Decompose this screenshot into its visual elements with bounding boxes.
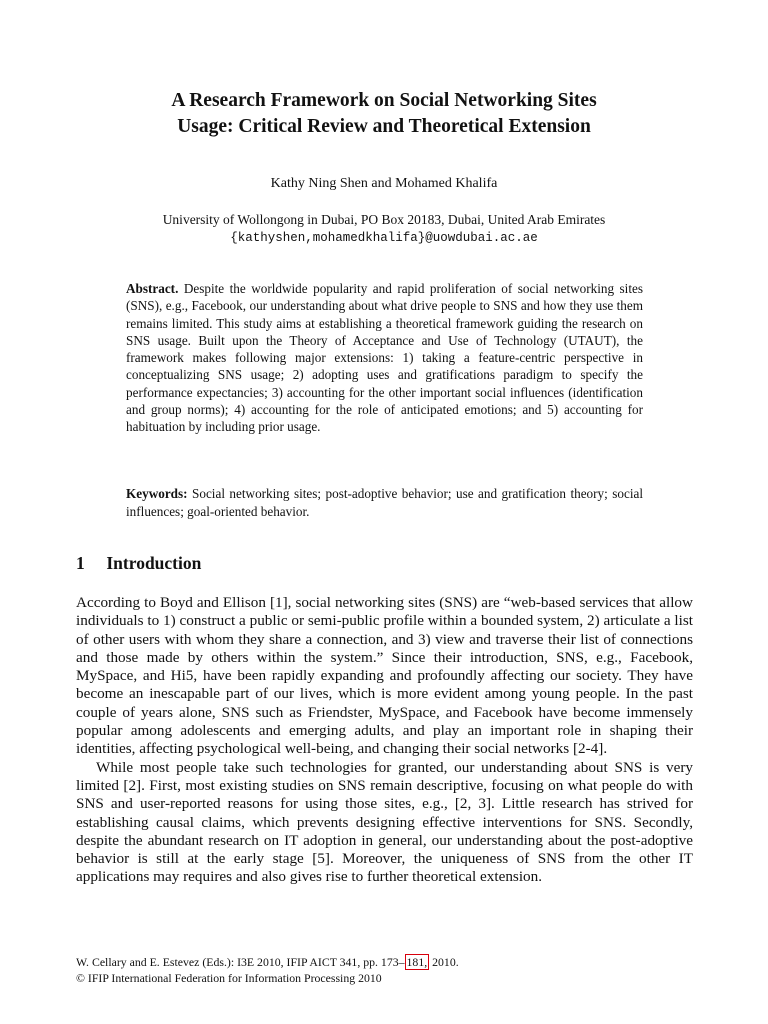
citation-suffix: 2010. bbox=[429, 955, 459, 969]
footer bbox=[76, 954, 459, 986]
abstract bbox=[126, 280, 643, 436]
abstract-label: Abstract. bbox=[126, 281, 179, 296]
keywords-text: Social networking sites; post-adoptive behavior; use and gratification theory; social influences; goal-oriented behavior. bbox=[126, 486, 644, 519]
keywords-label: Keywords: bbox=[126, 486, 188, 501]
title-line-2: Usage: Critical Review and Theoretical Extension bbox=[177, 116, 591, 137]
affiliation-block bbox=[0, 210, 768, 248]
email: {kathyshen,mohamedkhalifa}@uowdubai.ac.ae bbox=[230, 231, 538, 245]
abstract-text: Despite the worldwide popularity and rapid proliferation of social networking sites (SNS), e.g., Facebook, our understanding about what drive people to SNS and how they use them remains limited. This study aims at establishing a theoretical framework guiding the research on SNS usage. Built upon the Theory of Acceptance and Use of Technology (UTAUT), the framework makes following major extensions: 1) taking a feature-centric perspective in conceptualizing SNS usage; 2) adopting uses and gratifications paradigm to specify the performance expectancies; 3) accounting for the other important social influences (identification and group norms); 4) accounting for the role of anticipated emotions; and 5) accounting for habituation by including prior usage. bbox=[126, 281, 643, 435]
title-line-1: A Research Framework on Social Networking Sites bbox=[171, 90, 597, 111]
section-heading bbox=[76, 553, 201, 574]
page-end-highlight: 181, bbox=[406, 955, 428, 969]
affiliation: University of Wollongong in Dubai, PO Box 20183, Dubai, United Arab Emirates bbox=[162, 212, 606, 227]
authors: Kathy Ning Shen and Mohamed Khalifa bbox=[270, 176, 498, 191]
introduction-body bbox=[76, 594, 693, 887]
paper-title bbox=[0, 88, 768, 140]
paragraph-1: According to Boyd and Ellison [1], social networking sites (SNS) are “web-based services that allow individuals to 1) construct a public or semi-public profile within a bounded system, 2) articulate a list of other users with whom they share a connection, and 3) view and traverse their list of connections and those made by others within the system.” Since their introduction, SNS, e.g., Facebook, MySpace, and Hi5, have been rapidly expanding and profoundly affecting our society. They have become an inescapable part of our lives, which is more evident among young people. In the past couple of years alone, SNS such as Friendster, MySpace, and Facebook have become immensely popular among adolescents and emerging adults, and play an important role in shaping their identities, affecting psychological well-being, and changing their social networks [2-4]. bbox=[76, 594, 693, 758]
keywords bbox=[126, 485, 643, 521]
paragraph-2: While most people take such technologies for granted, our understanding about SNS is very limited [2]. First, most existing studies on SNS remain descriptive, focusing on what people do with SNS and user-reported reasons for using those sites, e.g., [2, 3]. Little research has strived for establishing causal claims, which prevents designing effective interventions for SNS. Secondly, despite the abundant research on IT adoption in general, our understanding about the post-adoptive behavior is still at the early stage [5]. Moreover, the uniqueness of SNS from the other IT applications may requires and also gives rise to further theoretical extension. bbox=[76, 758, 693, 886]
copyright-line: © IFIP International Federation for Information Processing 2010 bbox=[76, 971, 382, 985]
section-title: Introduction bbox=[106, 553, 202, 573]
citation-line bbox=[76, 954, 459, 970]
citation-prefix: W. Cellary and E. Estevez (Eds.): I3E 2010, IFIP AICT 341, pp. 173– bbox=[76, 955, 405, 969]
section-number: 1 bbox=[76, 553, 85, 573]
